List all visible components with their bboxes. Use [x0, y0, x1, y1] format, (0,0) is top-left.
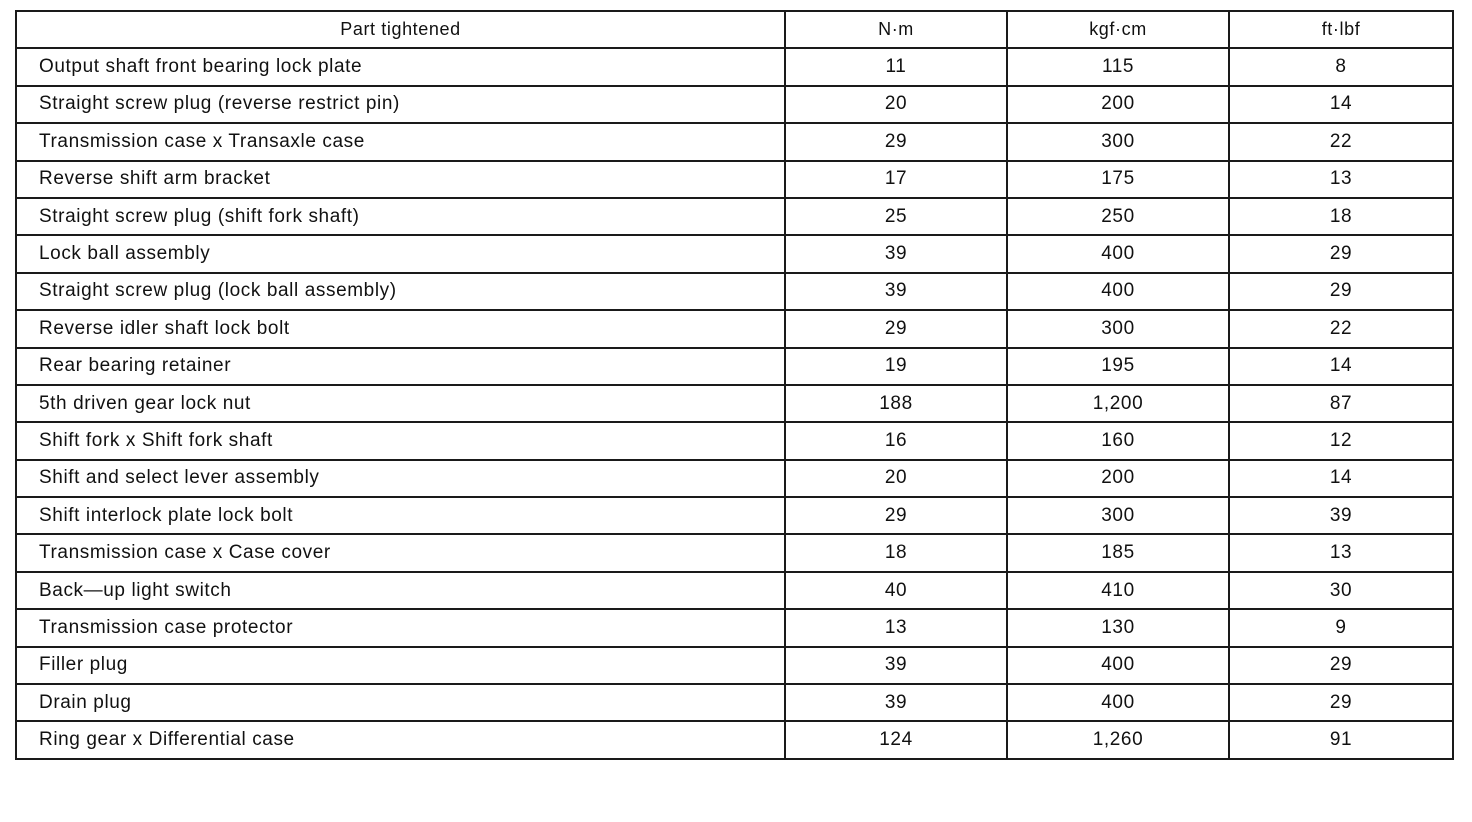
cell-kgf-cm: 200: [1007, 460, 1229, 497]
cell-ft-lbf: 29: [1229, 684, 1453, 721]
table-row: [16, 422, 1453, 459]
cell-nm: 20: [785, 86, 1007, 123]
cell-ft-lbf: 30: [1229, 572, 1453, 609]
cell-nm: 29: [785, 123, 1007, 160]
cell-part-tightened: Transmission case x Case cover: [16, 534, 785, 571]
cell-kgf-cm: 300: [1007, 310, 1229, 347]
cell-kgf-cm: 300: [1007, 497, 1229, 534]
table-row: [16, 385, 1453, 422]
table-row: [16, 348, 1453, 385]
table-row: [16, 123, 1453, 160]
cell-ft-lbf: 39: [1229, 497, 1453, 534]
table-row: [16, 534, 1453, 571]
cell-kgf-cm: 185: [1007, 534, 1229, 571]
cell-ft-lbf: 12: [1229, 422, 1453, 459]
cell-kgf-cm: 250: [1007, 198, 1229, 235]
cell-part-tightened: Ring gear x Differential case: [16, 721, 785, 758]
cell-ft-lbf: 14: [1229, 348, 1453, 385]
cell-nm: 13: [785, 609, 1007, 646]
cell-part-tightened: Filler plug: [16, 647, 785, 684]
table-row: [16, 572, 1453, 609]
cell-part-tightened: Reverse idler shaft lock bolt: [16, 310, 785, 347]
cell-kgf-cm: 400: [1007, 273, 1229, 310]
cell-ft-lbf: 14: [1229, 86, 1453, 123]
cell-ft-lbf: 29: [1229, 235, 1453, 272]
cell-ft-lbf: 29: [1229, 647, 1453, 684]
cell-part-tightened: Output shaft front bearing lock plate: [16, 48, 785, 85]
cell-ft-lbf: 13: [1229, 161, 1453, 198]
table-row: [16, 721, 1453, 758]
cell-nm: 25: [785, 198, 1007, 235]
header-row: [16, 11, 1453, 48]
cell-nm: 188: [785, 385, 1007, 422]
cell-kgf-cm: 400: [1007, 647, 1229, 684]
header-ft-lbf: ft·lbf: [1229, 11, 1453, 48]
cell-nm: 17: [785, 161, 1007, 198]
cell-part-tightened: Transmission case x Transaxle case: [16, 123, 785, 160]
table-row: [16, 609, 1453, 646]
cell-kgf-cm: 195: [1007, 348, 1229, 385]
table-row: [16, 161, 1453, 198]
cell-kgf-cm: 400: [1007, 235, 1229, 272]
cell-ft-lbf: 18: [1229, 198, 1453, 235]
table-row: [16, 235, 1453, 272]
cell-part-tightened: 5th driven gear lock nut: [16, 385, 785, 422]
cell-ft-lbf: 22: [1229, 310, 1453, 347]
cell-part-tightened: Straight screw plug (reverse restrict pin): [16, 86, 785, 123]
cell-nm: 18: [785, 534, 1007, 571]
cell-nm: 40: [785, 572, 1007, 609]
cell-part-tightened: Straight screw plug (lock ball assembly): [16, 273, 785, 310]
cell-ft-lbf: 9: [1229, 609, 1453, 646]
cell-nm: 29: [785, 497, 1007, 534]
cell-kgf-cm: 1,200: [1007, 385, 1229, 422]
table-body: [16, 48, 1453, 758]
cell-nm: 124: [785, 721, 1007, 758]
table-row: [16, 86, 1453, 123]
torque-spec-table: [15, 10, 1454, 760]
cell-kgf-cm: 200: [1007, 86, 1229, 123]
cell-part-tightened: Lock ball assembly: [16, 235, 785, 272]
cell-nm: 39: [785, 684, 1007, 721]
cell-nm: 39: [785, 235, 1007, 272]
cell-part-tightened: Drain plug: [16, 684, 785, 721]
cell-ft-lbf: 13: [1229, 534, 1453, 571]
cell-part-tightened: Shift fork x Shift fork shaft: [16, 422, 785, 459]
cell-nm: 29: [785, 310, 1007, 347]
cell-kgf-cm: 175: [1007, 161, 1229, 198]
cell-kgf-cm: 160: [1007, 422, 1229, 459]
cell-nm: 16: [785, 422, 1007, 459]
table-row: [16, 684, 1453, 721]
cell-part-tightened: Straight screw plug (shift fork shaft): [16, 198, 785, 235]
cell-ft-lbf: 8: [1229, 48, 1453, 85]
header-nm: N·m: [785, 11, 1007, 48]
cell-kgf-cm: 1,260: [1007, 721, 1229, 758]
cell-ft-lbf: 22: [1229, 123, 1453, 160]
table-row: [16, 48, 1453, 85]
cell-kgf-cm: 300: [1007, 123, 1229, 160]
cell-part-tightened: Transmission case protector: [16, 609, 785, 646]
cell-part-tightened: Reverse shift arm bracket: [16, 161, 785, 198]
table-row: [16, 198, 1453, 235]
cell-ft-lbf: 29: [1229, 273, 1453, 310]
cell-part-tightened: Shift and select lever assembly: [16, 460, 785, 497]
table-row: [16, 273, 1453, 310]
cell-nm: 39: [785, 273, 1007, 310]
table-row: [16, 647, 1453, 684]
table-row: [16, 310, 1453, 347]
cell-part-tightened: Back—up light switch: [16, 572, 785, 609]
cell-kgf-cm: 130: [1007, 609, 1229, 646]
table-header: [16, 11, 1453, 48]
cell-part-tightened: Shift interlock plate lock bolt: [16, 497, 785, 534]
cell-ft-lbf: 87: [1229, 385, 1453, 422]
cell-nm: 20: [785, 460, 1007, 497]
cell-kgf-cm: 115: [1007, 48, 1229, 85]
header-kgf-cm: kgf·cm: [1007, 11, 1229, 48]
cell-kgf-cm: 400: [1007, 684, 1229, 721]
cell-nm: 19: [785, 348, 1007, 385]
cell-nm: 11: [785, 48, 1007, 85]
cell-kgf-cm: 410: [1007, 572, 1229, 609]
table-row: [16, 460, 1453, 497]
cell-nm: 39: [785, 647, 1007, 684]
cell-ft-lbf: 14: [1229, 460, 1453, 497]
cell-ft-lbf: 91: [1229, 721, 1453, 758]
header-part-tightened: Part tightened: [16, 11, 785, 48]
table-row: [16, 497, 1453, 534]
cell-part-tightened: Rear bearing retainer: [16, 348, 785, 385]
